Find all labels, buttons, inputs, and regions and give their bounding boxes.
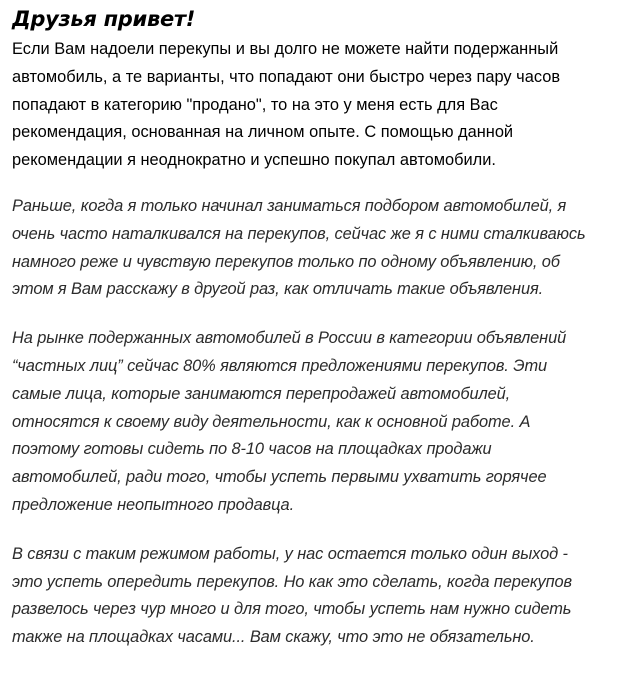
- text-line: “частных лиц” сейчас 80% являются предложениями перекупов. Эти: [12, 356, 548, 375]
- article: [12, 4, 612, 673]
- text-line: этом я Вам расскажу в другой раз, как отличать такие объявления.: [12, 280, 544, 299]
- text-line: намного реже и чувствую перекупов только по одному объявлению, об: [12, 252, 560, 271]
- text-line: самые лица, которые занимаются перепродажей автомобилей,: [12, 384, 511, 403]
- italic-paragraph-3: [12, 541, 612, 652]
- text-line: рекомендация, основанная на личном опыте. С помощью данной: [12, 123, 514, 142]
- text-line: На рынке подержанных автомобилей в России в категории объявлений: [12, 329, 567, 348]
- text-line: развелось через чур много и для того, чтобы успеть нам нужно сидеть: [12, 600, 572, 619]
- text-line: Если Вам надоели перекупы и вы долго не можете найти подержанный: [12, 40, 559, 58]
- text-line: поэтому готовы сидеть по 8-10 часов на площадках продажи: [12, 440, 492, 459]
- text-line: автомобилей, ради того, чтобы успеть первыми ухватить горячее: [12, 468, 547, 487]
- lead-paragraph: [12, 36, 612, 175]
- text-line: очень часто наталкивался на перекупов, сейчас же я с ними сталкиваюсь: [12, 224, 586, 243]
- article-title: Друзья привет!: [12, 7, 196, 31]
- italic-paragraph-1: [12, 193, 612, 304]
- text-line: относятся к своему виду деятельности, как к основной работе. А: [12, 412, 531, 431]
- text-line: рекомендации я неоднократно и успешно покупал автомобили.: [12, 151, 496, 170]
- text-line: предложение неопытного продавца.: [12, 495, 295, 514]
- text-line: В связи с таким режимом работы, у нас остается только один выход -: [12, 544, 568, 563]
- italic-paragraph-2: [12, 325, 612, 520]
- text-line: также на площадках часами... Вам скажу, что это не обязательно.: [12, 628, 535, 647]
- text-line: попадают в категорию "продано", то на это у меня есть для Вас: [12, 95, 498, 114]
- text-line: Раньше, когда я только начинал заниматься подбором автомобилей, я: [12, 196, 567, 215]
- text-line: автомобиль, а те варианты, что попадают они быстро через пару часов: [12, 67, 561, 86]
- text-line: это успеть опередить перекупов. Но как это сделать, когда перекупов: [12, 572, 572, 591]
